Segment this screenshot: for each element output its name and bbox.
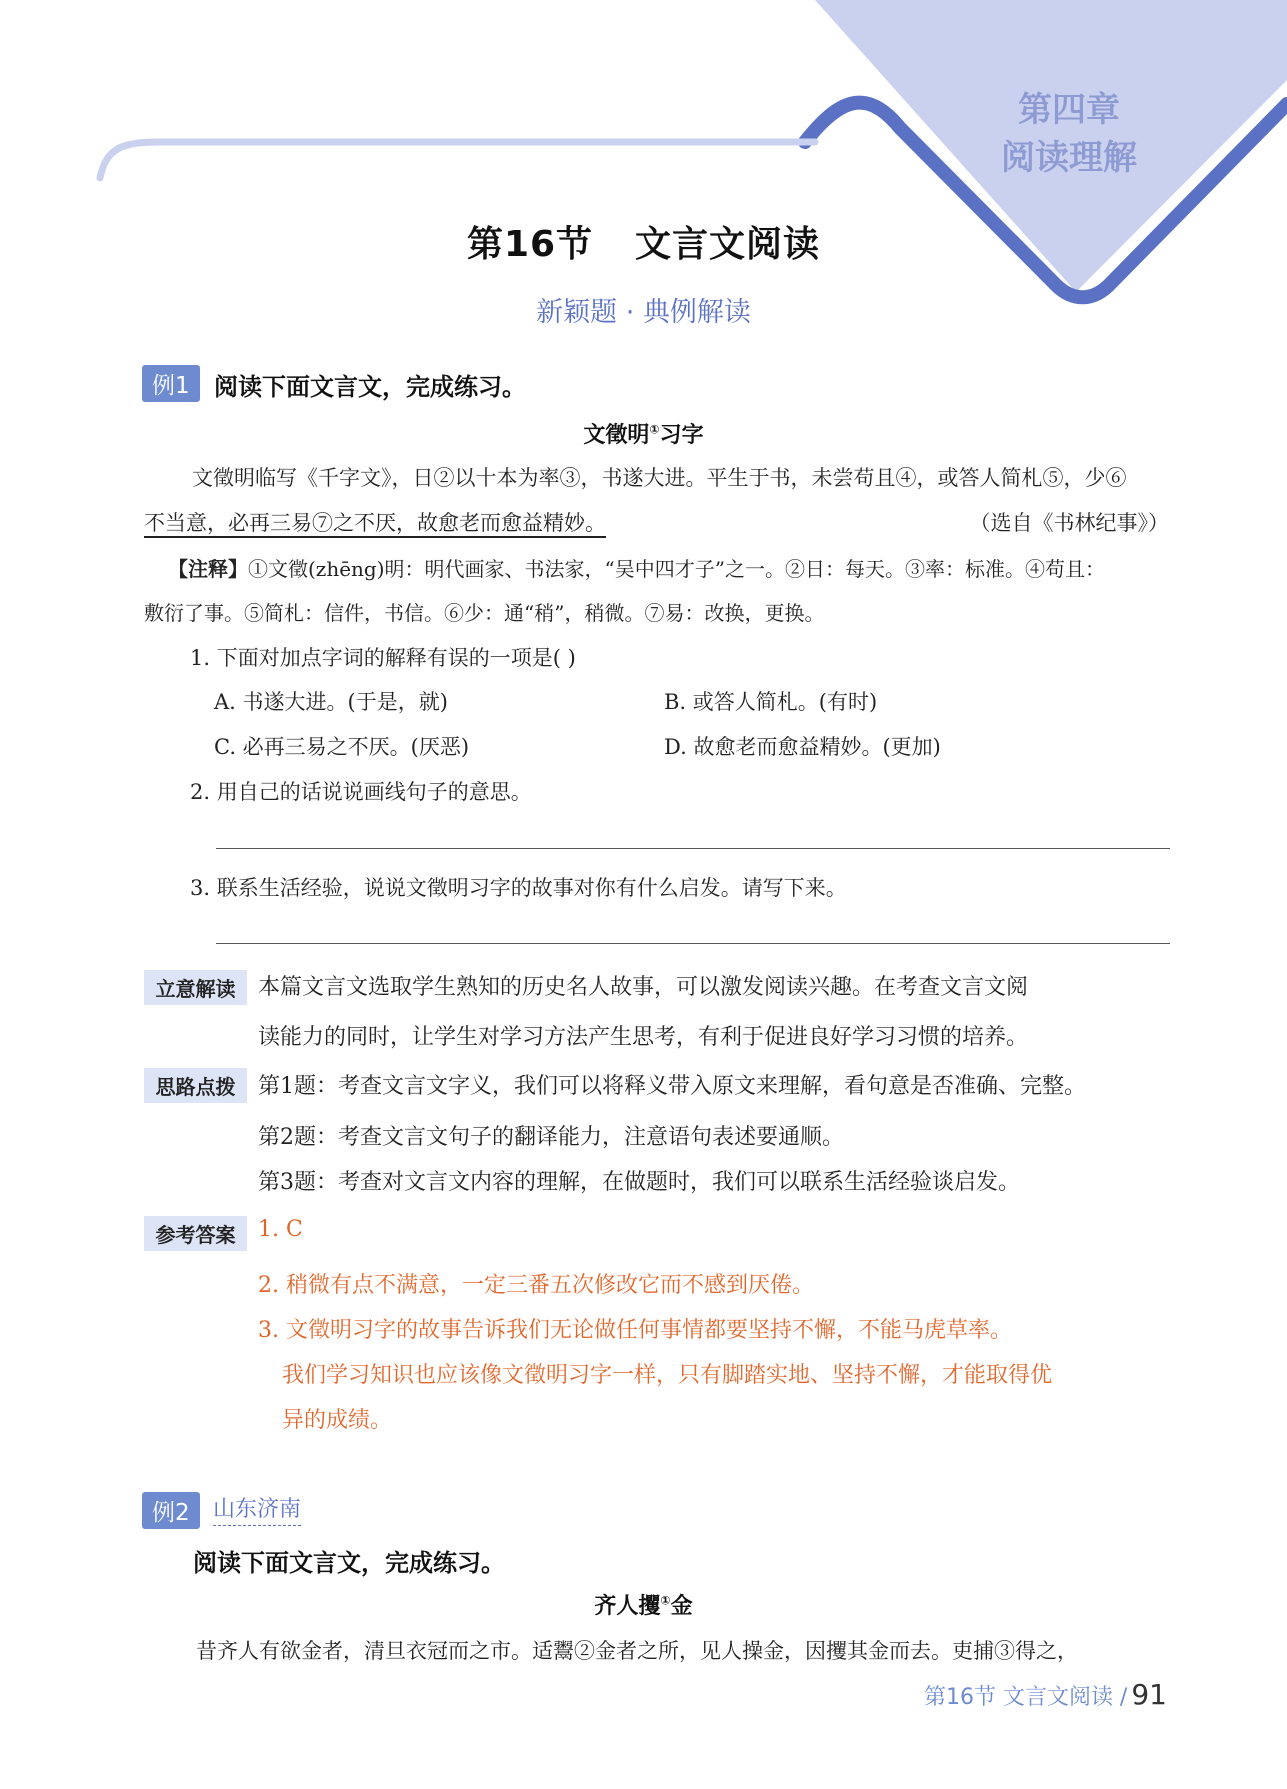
question-3: 3. 联系生活经验，说说文徵明习字的故事对你有什么启发。请写下来。 xyxy=(190,876,847,900)
passage-1-line-1-text: 文徵明临写《千字文》，日②以十本为率③，书遂大进。平生于书，未尝苟且④，或答人简札⑤，少⑥ xyxy=(192,466,1127,490)
passage-2-line-1: 昔齐人有欲金者，清旦衣冠而之市。适鬻②金者之所，见人操金，因攫其金而去。吏捕③得之， xyxy=(196,1639,1078,1663)
answer-line-q2 xyxy=(216,848,1170,849)
page-title xyxy=(0,216,1287,267)
tips-tag: 思路点拨 xyxy=(144,1068,247,1103)
answer-2: 2. 稍微有点不满意，一定三番五次修改它而不感到厌倦。 xyxy=(258,1273,814,1298)
example-1-badge: 例1 xyxy=(142,365,200,402)
example-2-instruction: 阅读下面文言文，完成练习。 xyxy=(193,1549,505,1577)
intent-line-1: 本篇文言文选取学生熟知的历史名人故事，可以激发阅读兴趣。在考查文言文阅 xyxy=(258,975,1029,1000)
question-1-option-d: D. 故愈老而愈益精妙。(更加) xyxy=(664,735,941,759)
section-title: 文言文阅读 xyxy=(635,224,821,265)
tip-1: 第1题：考查文言文字义，我们可以将释义带入原文来理解，看句意是否准确、完整。 xyxy=(258,1074,1086,1099)
answer-3-line-3: 异的成绩。 xyxy=(282,1408,393,1433)
passage-1-line-2: 不当意，必再三易⑦之不厌，故愈老而愈益精妙。 xyxy=(144,511,606,535)
passage-1-source: （选自《书林纪事》） xyxy=(969,511,1169,535)
question-1-option-a: A. 书遂大进。(于是，就) xyxy=(214,690,448,714)
notes-line-2: 敷衍了事。⑤简札：信件，书信。⑥少：通“稍”，稍微。⑦易：改换，更换。 xyxy=(144,601,825,625)
example-2-location: 山东济南 xyxy=(213,1492,301,1526)
answer-line-q3 xyxy=(216,943,1170,944)
answer-3-line-2: 我们学习知识也应该像文徵明习字一样，只有脚踏实地、坚持不懈，才能取得优 xyxy=(282,1363,1053,1388)
notes-line-1: 【注释】①文徵(zhēng)明：明代画家、书法家，“吴中四才子”之一。②日：每天。③率：标准。④苟且： xyxy=(168,557,1105,581)
chapter-number: 第四章 xyxy=(1018,90,1120,130)
intent-line-2: 读能力的同时，让学生对学习方法产生思考，有利于促进良好学习习惯的培养。 xyxy=(258,1025,1029,1050)
page-footer xyxy=(924,1678,1167,1711)
section-label: 第16节 xyxy=(466,224,594,265)
passage-1-title: 文徵明①习字 xyxy=(583,422,704,448)
question-1: 1. 下面对加点字词的解释有误的一项是( ) xyxy=(190,646,576,670)
footer-section: 第16节 文言文阅读 / xyxy=(923,1685,1128,1710)
tip-2: 第2题：考查文言文句子的翻译能力，注意语句表述要通顺。 xyxy=(258,1125,844,1150)
chapter-heading xyxy=(979,86,1159,182)
answer-tag: 参考答案 xyxy=(144,1216,247,1251)
page-subtitle: 新颖题 · 典例解读 xyxy=(536,297,751,328)
example-2-badge: 例2 xyxy=(142,1492,200,1529)
passage-1-line-1 xyxy=(192,462,1127,492)
tip-3: 第3题：考查对文言文内容的理解，在做题时，我们可以联系生活经验谈启发。 xyxy=(258,1170,1020,1195)
question-1-option-b: B. 或答人简札。(有时) xyxy=(664,690,878,714)
passage-2-title: 齐人攫①金 xyxy=(594,1593,693,1619)
notes-label: 【注释】 xyxy=(168,557,248,581)
answer-3-line-1: 3. 文徵明习字的故事告诉我们无论做任何事情都要坚持不懈，不能马虎草率。 xyxy=(258,1318,1012,1343)
chapter-title: 阅读理解 xyxy=(1001,138,1137,178)
example-1-instruction: 阅读下面文言文，完成练习。 xyxy=(214,373,526,401)
question-1-option-c: C. 必再三易之不厌。(厌恶) xyxy=(214,735,470,759)
intent-tag: 立意解读 xyxy=(144,970,247,1005)
question-2: 2. 用自己的话说说画线句子的意思。 xyxy=(190,780,532,804)
answer-1: 1. C xyxy=(258,1217,303,1242)
page-number: 91 xyxy=(1131,1678,1167,1711)
